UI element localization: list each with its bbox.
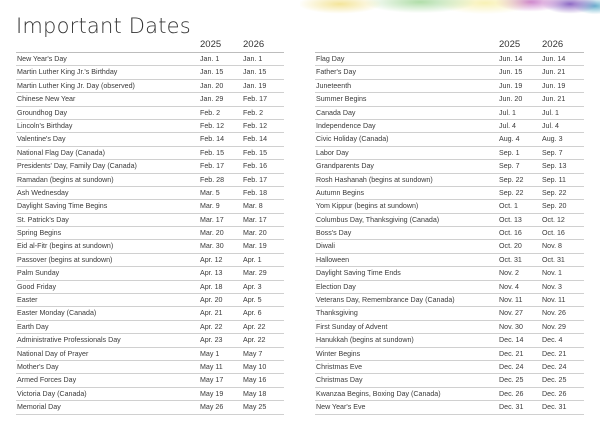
date-row	[16, 120, 284, 133]
holiday-name: Palm Sunday	[17, 269, 60, 278]
holiday-name: Election Day	[316, 282, 356, 291]
date-2026: Nov. 29	[542, 322, 566, 331]
date-row	[16, 187, 284, 200]
date-row	[16, 93, 284, 106]
date-2025: Nov. 4	[499, 282, 519, 291]
holiday-name: St. Patrick's Day	[17, 215, 69, 224]
date-2026: Feb. 16	[243, 162, 268, 171]
date-2025: Feb. 17	[200, 162, 225, 171]
date-row	[16, 254, 284, 267]
date-2025: Apr. 12	[200, 255, 223, 264]
date-2025: Apr. 20	[200, 296, 223, 305]
holiday-name: Daylight Saving Time Ends	[316, 269, 401, 278]
date-2025: Apr. 13	[200, 269, 223, 278]
date-2025: Sep. 7	[499, 162, 520, 171]
date-2026: Mar. 29	[243, 269, 267, 278]
date-row	[16, 214, 284, 227]
date-2026: Oct. 12	[542, 215, 565, 224]
holiday-name: Groundhog Day	[17, 108, 68, 117]
holiday-name: Columbus Day, Thanksgiving (Canada)	[316, 215, 440, 224]
date-2025: Jun. 20	[499, 95, 523, 104]
date-row	[315, 348, 584, 361]
date-2026: Dec. 25	[542, 376, 567, 385]
date-2025: Mar. 9	[200, 202, 220, 211]
date-2025: Dec. 31	[499, 403, 524, 412]
date-row	[315, 254, 584, 267]
date-2025: Jan. 20	[200, 81, 224, 90]
date-2025: Apr. 18	[200, 282, 223, 291]
date-row	[315, 53, 584, 66]
date-row	[315, 267, 584, 280]
holiday-name: New Year's Day	[17, 55, 67, 63]
date-2025: Mar. 5	[200, 188, 220, 197]
date-row	[16, 160, 284, 173]
date-row	[16, 348, 284, 361]
date-2026: Sep. 11	[542, 175, 566, 184]
holiday-name: Administrative Professionals Day	[17, 336, 121, 345]
date-2026: Jun. 21	[542, 68, 566, 77]
holiday-name: Winter Begins	[316, 349, 361, 358]
date-2025: Feb. 15	[200, 148, 225, 157]
date-2025: Nov. 30	[499, 322, 523, 331]
year-2026-header: 2026	[542, 39, 564, 50]
date-2025: Feb. 12	[200, 121, 225, 130]
holiday-name: Veterans Day, Remembrance Day (Canada)	[316, 296, 455, 305]
date-row	[16, 174, 284, 187]
date-2026: Dec. 24	[542, 362, 567, 371]
date-2026: Dec. 26	[542, 389, 567, 398]
date-2026: Feb. 15	[243, 148, 268, 157]
date-2025: Jan. 29	[200, 95, 224, 104]
date-row	[16, 401, 284, 414]
date-2025: May 19	[200, 389, 224, 398]
date-2026: May 7	[243, 349, 263, 358]
holiday-name: First Sunday of Advent	[316, 322, 388, 331]
year-2025-header: 2025	[499, 39, 521, 50]
date-2025: Oct. 13	[499, 215, 522, 224]
date-2026: Feb. 18	[243, 188, 268, 197]
date-2026: Nov. 8	[542, 242, 562, 251]
holiday-name: Thanksgiving	[316, 309, 358, 318]
date-2026: Mar. 20	[243, 229, 267, 238]
holiday-name: Mother's Day	[17, 362, 59, 371]
date-2026: Feb. 17	[243, 95, 268, 104]
holiday-name: Yom Kippur (begins at sundown)	[316, 202, 419, 211]
year-2026-header: 2026	[243, 39, 265, 50]
date-2025: May 17	[200, 376, 224, 385]
holiday-name: Eid al-Fitr (begins at sundown)	[17, 242, 114, 251]
date-row	[16, 80, 284, 93]
date-2026: Dec. 4	[542, 336, 563, 345]
holiday-name: Rosh Hashanah (begins at sundown)	[316, 175, 433, 184]
date-2026: Apr. 6	[243, 309, 262, 318]
holiday-name: Diwali	[316, 242, 335, 251]
date-row	[16, 200, 284, 213]
date-row	[16, 361, 284, 374]
date-row	[16, 147, 284, 160]
date-2026: Sep. 22	[542, 188, 567, 197]
date-2026: Dec. 31	[542, 403, 567, 412]
date-2025: May 11	[200, 362, 223, 371]
date-2026: Jan. 15	[243, 68, 267, 77]
date-2025: Jan. 15	[200, 68, 224, 77]
date-2025: Jul. 4	[499, 121, 516, 130]
holiday-name: Earth Day	[17, 322, 49, 331]
date-2025: Apr. 23	[200, 336, 223, 345]
holiday-name: Easter Monday (Canada)	[17, 309, 97, 318]
holiday-name: Kwanzaa Begins, Boxing Day (Canada)	[316, 389, 441, 398]
date-2025: Dec. 21	[499, 349, 524, 358]
date-2026: May 25	[243, 403, 267, 412]
holiday-name: Hanukkah (begins at sundown)	[316, 336, 414, 345]
date-2025: Feb. 28	[200, 175, 225, 184]
holiday-name: Good Friday	[17, 282, 57, 291]
date-2026: Apr. 3	[243, 282, 262, 291]
date-2025: Dec. 26	[499, 389, 524, 398]
date-row	[315, 147, 584, 160]
holiday-name: Grandparents Day	[316, 162, 374, 171]
holiday-name: Easter	[17, 296, 38, 305]
date-2026: Feb. 12	[243, 121, 268, 130]
date-2025: Mar. 20	[200, 229, 224, 238]
holiday-name: Christmas Eve	[316, 362, 363, 371]
holiday-name: Passover (begins at sundown)	[17, 255, 113, 264]
date-2025: Jun. 14	[499, 55, 523, 63]
holiday-name: Juneteenth	[316, 81, 352, 90]
holiday-name: Armed Forces Day	[17, 376, 77, 385]
holiday-name: Lincoln's Birthday	[17, 121, 73, 130]
date-2026: Jun. 21	[542, 95, 566, 104]
year-header	[16, 38, 284, 52]
date-row	[16, 267, 284, 280]
date-2025: Nov. 11	[499, 296, 523, 305]
date-2025: Dec. 25	[499, 376, 524, 385]
date-2026: Mar. 17	[243, 215, 267, 224]
date-2026: Apr. 22	[243, 336, 266, 345]
date-row	[315, 227, 584, 240]
date-2026: Apr. 5	[243, 296, 262, 305]
date-2025: Oct. 31	[499, 255, 522, 264]
date-2025: Apr. 22	[200, 322, 223, 331]
holiday-name: Labor Day	[316, 148, 349, 157]
date-2025: Mar. 30	[200, 242, 224, 251]
holiday-name: Presidents' Day, Family Day (Canada)	[17, 162, 137, 171]
date-2026: Dec. 21	[542, 349, 567, 358]
date-row	[315, 281, 584, 294]
date-2025: Jul. 1	[499, 108, 516, 117]
date-2026: May 16	[243, 376, 267, 385]
date-row	[315, 240, 584, 253]
date-2026: Apr. 22	[243, 322, 266, 331]
date-2026: Mar. 19	[243, 242, 267, 251]
date-2025: Sep. 22	[499, 188, 524, 197]
date-2026: Jan. 1	[243, 55, 263, 63]
date-row	[315, 66, 584, 79]
date-2026: Jan. 19	[243, 81, 267, 90]
date-2026: Sep. 20	[542, 202, 567, 211]
holiday-name: National Flag Day (Canada)	[17, 148, 105, 157]
date-2026: Aug. 3	[542, 135, 563, 144]
date-2025: Feb. 2	[200, 108, 221, 117]
date-row	[315, 133, 584, 146]
holiday-name: Martin Luther King Jr.'s Birthday	[17, 68, 118, 77]
date-2025: Dec. 24	[499, 362, 524, 371]
holiday-name: Canada Day	[316, 108, 356, 117]
date-row	[16, 374, 284, 387]
date-2025: Nov. 2	[499, 269, 519, 278]
date-2026: Nov. 1	[542, 269, 562, 278]
date-row	[315, 174, 584, 187]
date-row	[16, 334, 284, 347]
holiday-name: Spring Begins	[17, 229, 62, 238]
date-2025: Dec. 14	[499, 336, 524, 345]
year-header	[315, 38, 584, 52]
date-2026: Oct. 31	[542, 255, 565, 264]
date-2025: Sep. 1	[499, 148, 520, 157]
date-2026: May 10	[243, 362, 267, 371]
date-2025: Jun. 15	[499, 68, 523, 77]
date-row	[315, 200, 584, 213]
holiday-name: Chinese New Year	[17, 95, 76, 104]
date-2025: Oct. 20	[499, 242, 522, 251]
holiday-name: Ramadan (begins at sundown)	[17, 175, 114, 184]
page-title: Important Dates	[16, 14, 191, 38]
date-2026: Oct. 16	[542, 229, 565, 238]
date-2025: Aug. 4	[499, 135, 520, 144]
holiday-name: Memorial Day	[17, 403, 61, 412]
date-2025: Jun. 19	[499, 81, 523, 90]
date-2026: Jul. 4	[542, 121, 559, 130]
date-row	[16, 321, 284, 334]
date-row	[16, 66, 284, 79]
date-2025: Oct. 16	[499, 229, 522, 238]
date-2026: Feb. 14	[243, 135, 268, 144]
holiday-name: Christmas Day	[316, 376, 363, 385]
date-row	[16, 133, 284, 146]
date-2025: Apr. 21	[200, 309, 223, 318]
holiday-name: Daylight Saving Time Begins	[17, 202, 108, 211]
date-row	[315, 307, 584, 320]
date-row	[16, 388, 284, 401]
date-row	[16, 294, 284, 307]
dates-table-right	[315, 52, 584, 415]
date-2026: Nov. 11	[542, 296, 566, 305]
holiday-name: New Year's Eve	[316, 403, 366, 412]
date-2026: Mar. 8	[243, 202, 263, 211]
date-row	[315, 294, 584, 307]
holiday-name: National Day of Prayer	[17, 349, 89, 358]
date-2026: Feb. 2	[243, 108, 264, 117]
dates-column-right	[315, 38, 584, 415]
holiday-name: Flag Day	[316, 55, 345, 63]
date-row	[16, 240, 284, 253]
date-2025: Sep. 22	[499, 175, 524, 184]
date-2026: Sep. 13	[542, 162, 567, 171]
date-2025: May 26	[200, 403, 224, 412]
date-row	[315, 107, 584, 120]
holiday-name: Summer Begins	[316, 95, 367, 104]
date-2025: Oct. 1	[499, 202, 518, 211]
date-row	[315, 80, 584, 93]
date-row	[315, 160, 584, 173]
holiday-name: Boss's Day	[316, 229, 352, 238]
watercolor-decoration	[300, 0, 600, 18]
date-row	[315, 214, 584, 227]
date-2026: May 18	[243, 389, 267, 398]
date-2025: Nov. 27	[499, 309, 523, 318]
date-2026: Jun. 14	[542, 55, 566, 63]
date-2025: May 1	[200, 349, 220, 358]
date-row	[315, 321, 584, 334]
holiday-name: Valentine's Day	[17, 135, 66, 144]
date-row	[16, 53, 284, 66]
date-2025: Feb. 14	[200, 135, 225, 144]
date-row	[16, 107, 284, 120]
holiday-name: Civic Holiday (Canada)	[316, 135, 389, 144]
holiday-name: Independence Day	[316, 121, 376, 130]
date-2026: Nov. 3	[542, 282, 562, 291]
date-2026: Feb. 17	[243, 175, 268, 184]
date-row	[315, 388, 584, 401]
date-2026: Jun. 19	[542, 81, 566, 90]
date-2025: Mar. 17	[200, 215, 224, 224]
holiday-name: Victoria Day (Canada)	[17, 389, 87, 398]
date-2026: Nov. 26	[542, 309, 566, 318]
dates-column-left	[16, 38, 284, 415]
holiday-name: Halloween	[316, 255, 350, 264]
date-row	[315, 374, 584, 387]
date-row	[315, 334, 584, 347]
date-row	[315, 361, 584, 374]
date-2026: Sep. 7	[542, 148, 563, 157]
dates-table-left	[16, 52, 284, 415]
date-row	[315, 120, 584, 133]
date-row	[315, 187, 584, 200]
holiday-name: Father's Day	[316, 68, 356, 77]
date-2026: Jul. 1	[542, 108, 559, 117]
holiday-name: Martin Luther King Jr. Day (observed)	[17, 81, 135, 90]
date-2025: Jan. 1	[200, 55, 220, 63]
date-row	[315, 401, 584, 414]
year-2025-header: 2025	[200, 39, 222, 50]
date-row	[16, 227, 284, 240]
holiday-name: Autumn Begins	[316, 188, 365, 197]
holiday-name: Ash Wednesday	[17, 188, 69, 197]
date-2026: Apr. 1	[243, 255, 262, 264]
date-row	[315, 93, 584, 106]
date-row	[16, 307, 284, 320]
date-row	[16, 281, 284, 294]
